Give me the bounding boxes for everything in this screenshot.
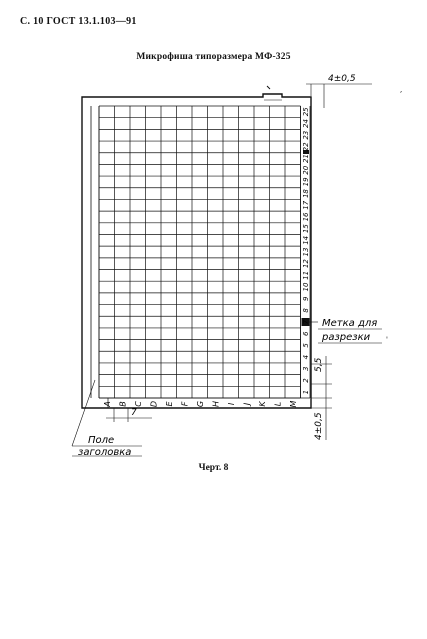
row-label: 20 [302, 165, 310, 175]
column-label: K [257, 401, 267, 407]
row-label: 22 [302, 142, 310, 152]
row-label: 11 [302, 270, 310, 280]
column-label: L [273, 401, 283, 407]
row-label: 2 [302, 378, 310, 383]
row-label: 17 [302, 200, 310, 210]
cut-mark-label-2: разрезки [322, 332, 371, 343]
figure-caption: Черт. 8 [198, 463, 229, 473]
row-label: 14 [302, 235, 310, 245]
column-label: F [180, 401, 190, 407]
row-label: 16 [302, 212, 310, 222]
frame-grid [99, 106, 310, 408]
column-label: B [118, 401, 128, 407]
column-label: E [164, 401, 174, 407]
row-label: 15 [302, 224, 310, 234]
row-label: 7 [302, 319, 310, 325]
column-label: D [149, 400, 159, 408]
column-label: M [288, 400, 298, 408]
row-label: 24 [302, 119, 310, 128]
row-label: 18 [302, 189, 310, 199]
column-label: J [242, 402, 252, 406]
dim-row-height: 5,5 [314, 357, 324, 372]
row-label: 12 [302, 259, 310, 269]
row-label: 13 [302, 247, 310, 257]
row-labels [302, 107, 310, 395]
column-label: C [133, 401, 143, 407]
row-label: 1 [302, 389, 310, 395]
row-label: 6 [302, 331, 310, 336]
cut-mark-label-1: Метка для [322, 318, 378, 329]
dim-bottom-right: 4±0,5 [314, 412, 324, 440]
header-field-label-1: Поле [88, 435, 115, 446]
page-header: С. 10 ГОСТ 13.1.103—91 [20, 16, 137, 27]
row-label: 23 [302, 130, 310, 140]
tick-mark: ' [386, 336, 388, 344]
column-label: H [211, 400, 221, 408]
column-label: I [226, 402, 236, 406]
column-labels [103, 400, 298, 407]
row-label: 25 [302, 107, 310, 117]
row-label: 4 [302, 354, 310, 360]
row-label: 21 [302, 154, 310, 164]
dim-top-right: 4±0,5 [328, 74, 356, 84]
row-label: 8 [302, 308, 310, 313]
row-label: 9 [302, 296, 310, 301]
column-label: A [102, 401, 112, 407]
tick-mark: , [400, 86, 403, 94]
row-label: 10 [302, 282, 310, 292]
row-label: 5 [302, 343, 310, 348]
row-label: 19 [302, 177, 310, 187]
column-label: G [195, 400, 205, 408]
dim-column-width: 7 [131, 408, 137, 418]
row-label: 3 [302, 366, 310, 372]
notch-mark [267, 86, 270, 89]
figure-title: Микрофиша типоразмера МФ-325 [136, 52, 291, 62]
header-field-label-2: заголовка [78, 447, 132, 458]
